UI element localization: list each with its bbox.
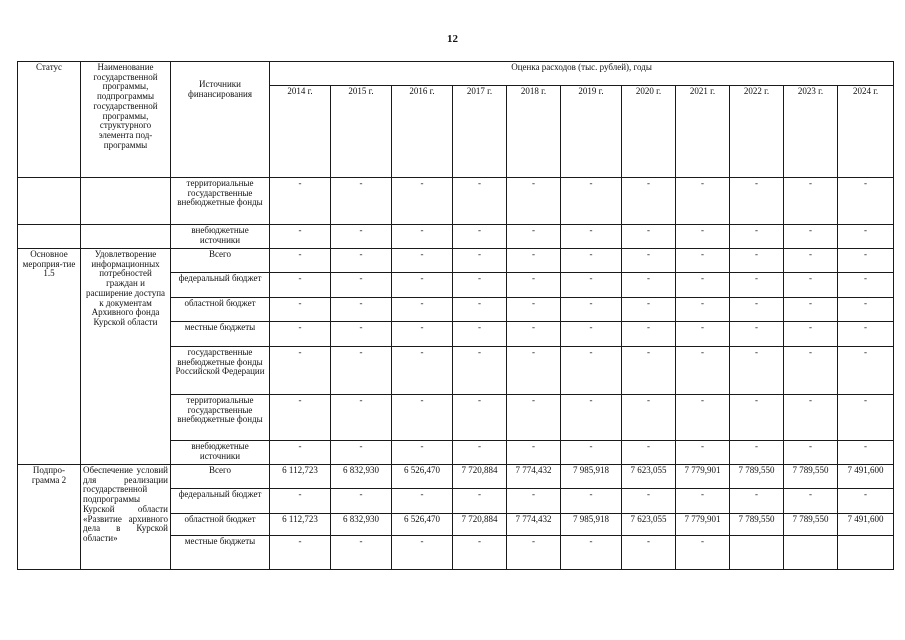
value-cell: - xyxy=(392,298,453,322)
value-cell: - xyxy=(453,536,507,570)
value-cell: - xyxy=(331,441,392,465)
source-cell: территориальные государственные внебюджетные фонды xyxy=(171,395,270,441)
value-cell: - xyxy=(392,322,453,347)
source-cell: Всего xyxy=(171,465,270,489)
value-cell: - xyxy=(453,347,507,395)
value-cell: - xyxy=(507,298,561,322)
value-cell: - xyxy=(784,249,838,273)
value-cell: - xyxy=(622,298,676,322)
year-header: 2021 г. xyxy=(676,86,730,178)
value-cell: - xyxy=(453,441,507,465)
value-cell: - xyxy=(784,225,838,249)
value-cell: 6 526,470 xyxy=(392,465,453,489)
source-cell: внебюджетные источники xyxy=(171,225,270,249)
value-cell: - xyxy=(676,249,730,273)
source-cell: областной бюджет xyxy=(171,514,270,536)
table-row xyxy=(18,249,894,273)
value-cell: - xyxy=(730,395,784,441)
value-cell: 7 789,550 xyxy=(784,514,838,536)
value-cell: - xyxy=(622,536,676,570)
value-cell: 7 779,901 xyxy=(676,465,730,489)
value-cell: - xyxy=(730,249,784,273)
value-cell: - xyxy=(270,225,331,249)
value-cell: - xyxy=(453,225,507,249)
value-cell: - xyxy=(676,178,730,225)
value-cell: - xyxy=(622,489,676,514)
value-cell: - xyxy=(270,273,331,298)
header-status: Статус xyxy=(18,62,81,178)
status-cell-empty xyxy=(18,178,81,225)
value-cell: - xyxy=(622,441,676,465)
year-header: 2016 г. xyxy=(392,86,453,178)
value-cell: - xyxy=(784,441,838,465)
value-cell: - xyxy=(676,395,730,441)
value-cell: - xyxy=(453,322,507,347)
status-cell-empty xyxy=(18,225,81,249)
value-cell: - xyxy=(676,489,730,514)
expenditure-table xyxy=(17,61,894,570)
value-cell: 7 789,550 xyxy=(784,465,838,489)
year-header: 2017 г. xyxy=(453,86,507,178)
source-cell: государственные внебюджетные фонды Российской Федерации xyxy=(171,347,270,395)
value-cell: - xyxy=(561,298,622,322)
value-cell: - xyxy=(730,178,784,225)
value-cell: - xyxy=(730,489,784,514)
value-cell: - xyxy=(270,441,331,465)
value-cell: - xyxy=(784,298,838,322)
value-cell: - xyxy=(561,347,622,395)
value-cell: - xyxy=(270,249,331,273)
value-cell: 7 789,550 xyxy=(730,514,784,536)
value-cell: - xyxy=(331,249,392,273)
value-cell: - xyxy=(392,347,453,395)
value-cell: - xyxy=(331,347,392,395)
value-cell: - xyxy=(730,322,784,347)
value-cell: - xyxy=(270,347,331,395)
value-cell: - xyxy=(784,347,838,395)
value-cell: - xyxy=(676,225,730,249)
value-cell: - xyxy=(622,347,676,395)
value-cell: - xyxy=(507,536,561,570)
value-cell: 7 789,550 xyxy=(730,465,784,489)
value-cell: - xyxy=(676,347,730,395)
value-cell: - xyxy=(561,273,622,298)
value-cell: - xyxy=(507,249,561,273)
value-cell xyxy=(784,536,838,570)
header-row xyxy=(18,62,894,86)
page-number: 12 xyxy=(447,33,458,45)
value-cell: - xyxy=(561,536,622,570)
source-cell: федеральный бюджет xyxy=(171,489,270,514)
value-cell: - xyxy=(392,489,453,514)
value-cell: - xyxy=(838,322,894,347)
value-cell: - xyxy=(392,249,453,273)
value-cell: - xyxy=(730,347,784,395)
value-cell: - xyxy=(838,395,894,441)
name-cell-empty xyxy=(81,178,171,225)
table-row xyxy=(18,225,894,249)
header-sources: Источники финансирования xyxy=(171,62,270,178)
value-cell: - xyxy=(507,178,561,225)
value-cell: - xyxy=(730,225,784,249)
value-cell: - xyxy=(622,273,676,298)
source-cell: местные бюджеты xyxy=(171,536,270,570)
value-cell: - xyxy=(331,489,392,514)
value-cell: - xyxy=(784,178,838,225)
value-cell: - xyxy=(507,441,561,465)
value-cell: 6 832,930 xyxy=(331,514,392,536)
value-cell: - xyxy=(507,395,561,441)
value-cell: - xyxy=(622,395,676,441)
year-header: 2024 г. xyxy=(838,86,894,178)
value-cell: - xyxy=(561,225,622,249)
value-cell: - xyxy=(676,322,730,347)
value-cell: - xyxy=(730,441,784,465)
value-cell: - xyxy=(270,536,331,570)
year-header: 2023 г. xyxy=(784,86,838,178)
value-cell: - xyxy=(838,441,894,465)
value-cell: - xyxy=(270,298,331,322)
header-name: Наименование государственной программы, подпрограммы государственной программы, структурного элемента под-программы xyxy=(81,62,171,178)
value-cell: - xyxy=(622,322,676,347)
value-cell: - xyxy=(507,489,561,514)
value-cell: - xyxy=(784,489,838,514)
value-cell: - xyxy=(784,395,838,441)
year-header: 2015 г. xyxy=(331,86,392,178)
value-cell: - xyxy=(676,536,730,570)
value-cell: - xyxy=(331,225,392,249)
value-cell: - xyxy=(453,178,507,225)
value-cell: - xyxy=(270,178,331,225)
header-estimate: Оценка расходов (тыс. рублей), годы xyxy=(270,62,894,86)
value-cell: - xyxy=(676,273,730,298)
year-header: 2022 г. xyxy=(730,86,784,178)
source-cell: федеральный бюджет xyxy=(171,273,270,298)
table-row xyxy=(18,178,894,225)
value-cell xyxy=(838,536,894,570)
value-cell: - xyxy=(507,225,561,249)
value-cell: - xyxy=(730,298,784,322)
source-cell: местные бюджеты xyxy=(171,322,270,347)
value-cell: - xyxy=(838,249,894,273)
table-row xyxy=(18,465,894,489)
value-cell: 6 112,723 xyxy=(270,465,331,489)
value-cell: - xyxy=(331,298,392,322)
value-cell: 7 985,918 xyxy=(561,465,622,489)
value-cell: - xyxy=(392,273,453,298)
value-cell: - xyxy=(561,322,622,347)
value-cell: - xyxy=(784,273,838,298)
value-cell: - xyxy=(676,441,730,465)
value-cell: 6 526,470 xyxy=(392,514,453,536)
value-cell: - xyxy=(392,395,453,441)
value-cell: - xyxy=(331,536,392,570)
value-cell: - xyxy=(622,249,676,273)
value-cell: - xyxy=(392,225,453,249)
value-cell: - xyxy=(838,347,894,395)
subprogram-name: Обеспечение условий для реализации государственной подпрограммы Курской области «Развитие архивного дела в Курской области» xyxy=(81,465,171,570)
event-status: Основное мероприя-тие 1.5 xyxy=(18,249,81,465)
event-name: Удовлетворение информационных потребностей граждан и расширение доступа к документам Архивного фонда Курской области xyxy=(81,249,171,465)
value-cell: - xyxy=(561,395,622,441)
value-cell: 7 623,055 xyxy=(622,465,676,489)
value-cell: - xyxy=(453,489,507,514)
value-cell: 7 774,432 xyxy=(507,514,561,536)
value-cell: - xyxy=(561,489,622,514)
value-cell: - xyxy=(838,178,894,225)
value-cell: - xyxy=(561,441,622,465)
year-header: 2019 г. xyxy=(561,86,622,178)
value-cell: - xyxy=(453,298,507,322)
value-cell: - xyxy=(838,298,894,322)
value-cell: - xyxy=(561,249,622,273)
value-cell: - xyxy=(453,395,507,441)
value-cell: - xyxy=(622,178,676,225)
value-cell: 7 720,884 xyxy=(453,514,507,536)
value-cell: - xyxy=(453,273,507,298)
value-cell: - xyxy=(331,322,392,347)
value-cell: - xyxy=(453,249,507,273)
value-cell: - xyxy=(622,225,676,249)
year-header: 2014 г. xyxy=(270,86,331,178)
value-cell: - xyxy=(331,178,392,225)
value-cell: 7 491,600 xyxy=(838,514,894,536)
year-header: 2020 г. xyxy=(622,86,676,178)
value-cell: - xyxy=(838,489,894,514)
value-cell: - xyxy=(270,489,331,514)
value-cell: - xyxy=(784,322,838,347)
value-cell: 7 779,901 xyxy=(676,514,730,536)
value-cell: - xyxy=(331,395,392,441)
subprogram-status: Подпро-грамма 2 xyxy=(18,465,81,570)
value-cell: - xyxy=(270,395,331,441)
value-cell: 7 720,884 xyxy=(453,465,507,489)
source-cell: внебюджетные источники xyxy=(171,441,270,465)
value-cell: - xyxy=(507,347,561,395)
value-cell: - xyxy=(676,298,730,322)
value-cell: - xyxy=(838,273,894,298)
value-cell: - xyxy=(270,322,331,347)
value-cell: 7 774,432 xyxy=(507,465,561,489)
value-cell: - xyxy=(331,273,392,298)
value-cell: - xyxy=(561,178,622,225)
value-cell: 7 623,055 xyxy=(622,514,676,536)
value-cell: - xyxy=(392,178,453,225)
value-cell: 7 491,600 xyxy=(838,465,894,489)
value-cell: - xyxy=(392,536,453,570)
value-cell: 7 985,918 xyxy=(561,514,622,536)
value-cell xyxy=(730,536,784,570)
name-cell-empty xyxy=(81,225,171,249)
value-cell: - xyxy=(392,441,453,465)
source-cell: областной бюджет xyxy=(171,298,270,322)
value-cell: 6 112,723 xyxy=(270,514,331,536)
source-cell: территориальные государственные внебюджетные фонды xyxy=(171,178,270,225)
value-cell: 6 832,930 xyxy=(331,465,392,489)
source-cell: Всего xyxy=(171,249,270,273)
value-cell: - xyxy=(730,273,784,298)
value-cell: - xyxy=(838,225,894,249)
value-cell: - xyxy=(507,273,561,298)
year-header: 2018 г. xyxy=(507,86,561,178)
value-cell: - xyxy=(507,322,561,347)
